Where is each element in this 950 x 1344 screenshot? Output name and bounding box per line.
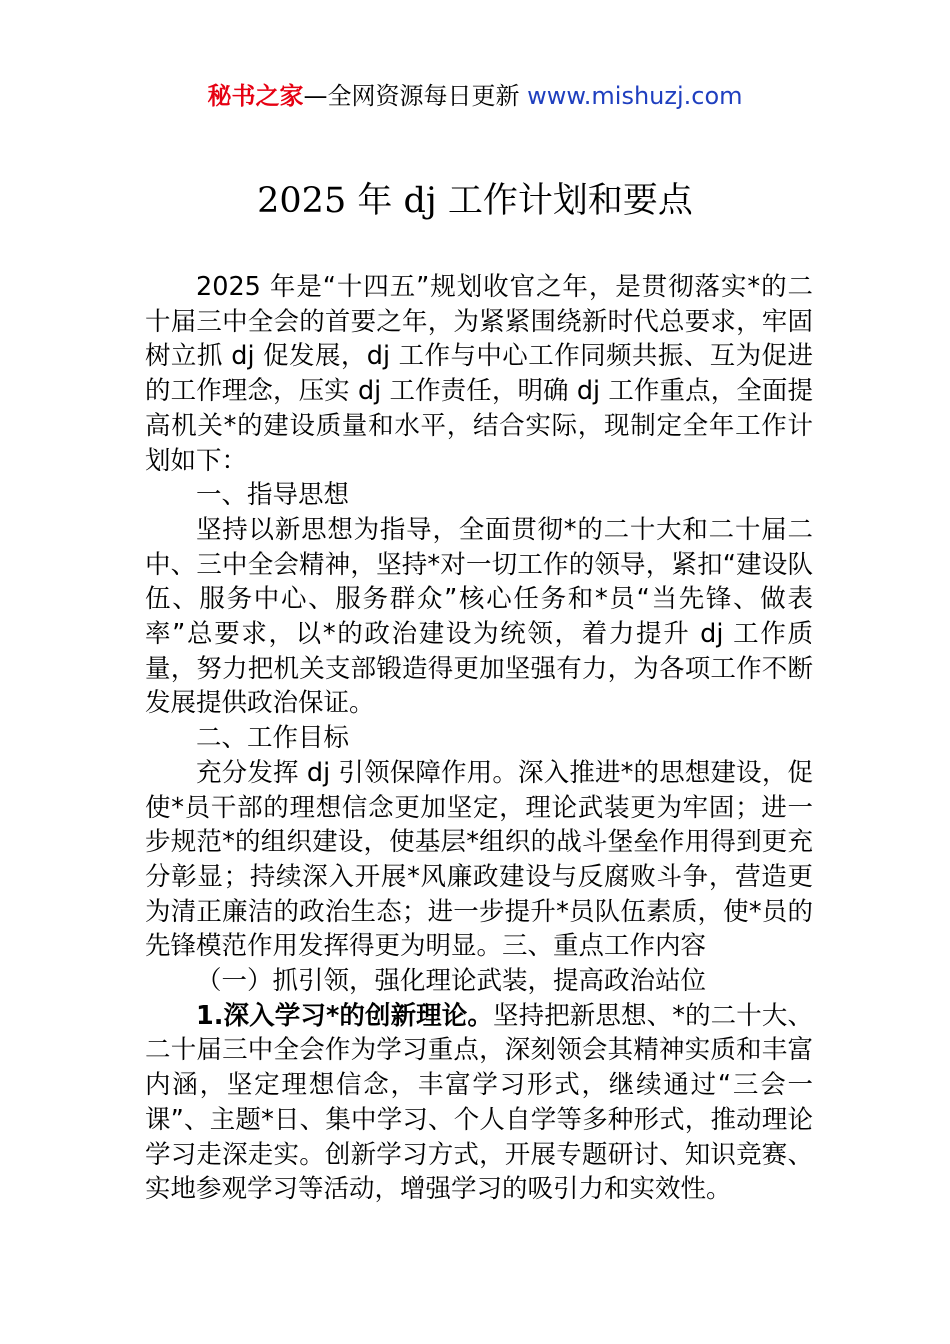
item-1-body: 坚持把新思想、*的二十大、二十届三中全会作为学习重点，深刻领会其精神实质和丰富内涵，坚定理想信念，丰富学习形式，继续通过“三会一课”、主题*日、集中学习、个人自学等多种形式，推动理论学习走深走实。创新学习方式，开展专题研讨、知识竞赛、实地参观学习等活动，增强学习的吸引力和实效性。 — [145, 1000, 813, 1205]
section-heading-guiding-ideology: 一、指导思想 — [196, 480, 350, 511]
document-body — [145, 270, 813, 1207]
item-1-paragraph — [145, 999, 813, 1207]
work-goals-paragraph: 充分发挥 dj 引领保障作用。深入推进*的思想建设，促使*员干部的理想信念更加坚定，理论武装更为牢固；进一步规范*的组织建设，使基层*组织的战斗堡垒作用得到更充分彰显；持续深入开展*风廉政建设与反腐败斗争，营造更为清正廉洁的政治生态；进一步提升*员队伍素质，使*员的先锋模范作用发挥得更为明显。三、重点工作内容 — [145, 757, 813, 962]
site-header — [0, 80, 950, 112]
subsection-heading-leadership: （一）抓引领，强化理论武装，提高政治站位 — [196, 966, 707, 997]
site-brand: 秘书之家 — [207, 82, 304, 110]
document-title: 2025 年 dj 工作计划和要点 — [257, 181, 693, 221]
item-1-lead: 1.深入学习*的创新理论。 — [196, 1000, 493, 1031]
section-heading-work-goals: 二、工作目标 — [196, 723, 350, 754]
guiding-ideology-paragraph: 坚持以新思想为指导，全面贯彻*的二十大和二十届二中、三中全会精神，坚持*对一切工作的领导，紧扣“建设队伍、服务中心、服务群众”核心任务和*员“当先锋、做表率”总要求，以*的政治建设为统领，着力提升 dj 工作质量，努力把机关支部锻造得更加坚强有力，为各项工作不断发展提供政治保证。 — [145, 514, 813, 719]
site-url-link[interactable]: www.mishuzj.com — [527, 82, 743, 110]
intro-paragraph: 2025 年是“十四五”规划收官之年，是贯彻落实*的二十届三中全会的首要之年，为紧紧围绕新时代总要求，牢固树立抓 dj 促发展，dj 工作与中心工作同频共振、互为促进的工作理念，压实 dj 工作责任，明确 dj 工作重点，全面提高机关*的建设质量和水平，结合实际，现制定全年工作计划如下： — [145, 272, 813, 476]
site-tagline: —全网资源每日更新 — [303, 82, 528, 110]
